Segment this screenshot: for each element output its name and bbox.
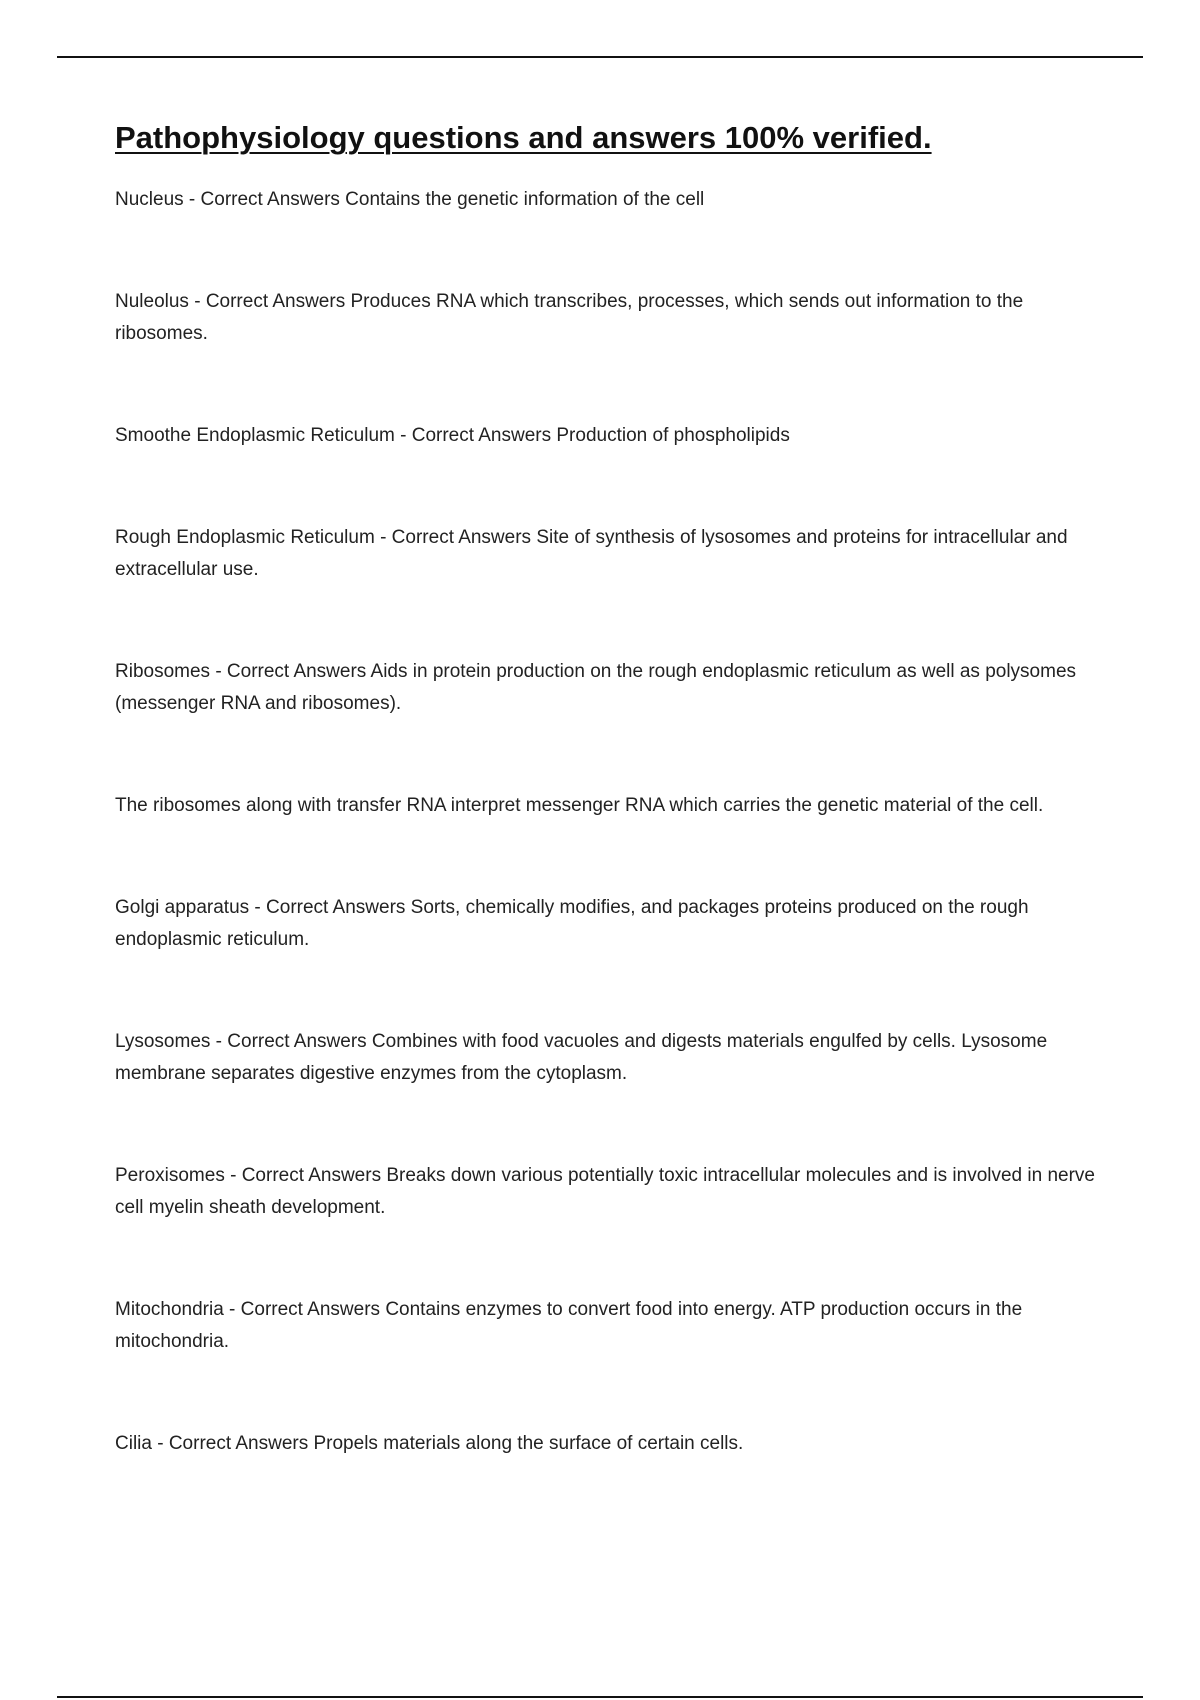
entry-ribosomes: Ribosomes - Correct Answers Aids in protein production on the rough endoplasmic reticulum as well as polysomes (messenger RNA and ribosomes). <box>115 661 1077 714</box>
entry-nucleolus: Nuleolus - Correct Answers Produces RNA which transcribes, processes, which sends out information to the ribosomes. <box>115 291 1024 344</box>
entry-nucleus: Nucleus - Correct Answers Contains the genetic information of the cell <box>115 189 705 210</box>
page-title: Pathophysiology questions and answers 100% verified. <box>115 120 932 155</box>
document-body <box>115 112 1115 1530</box>
entry-lysosomes: Lysosomes - Correct Answers Combines with food vacuoles and digests materials engulfed by cells. Lysosome membrane separates digestive enzymes from the cytoplasm. <box>115 1031 1048 1084</box>
entry-cilia: Cilia - Correct Answers Propels materials along the surface of certain cells. <box>115 1433 744 1454</box>
entry-ribosomes-trna: The ribosomes along with transfer RNA interpret messenger RNA which carries the genetic material of the cell. <box>115 795 1044 816</box>
entry-peroxisomes: Peroxisomes - Correct Answers Breaks down various potentially toxic intracellular molecules and is involved in nerve cell myelin sheath development. <box>115 1165 1095 1218</box>
entry-mitochondria: Mitochondria - Correct Answers Contains enzymes to convert food into energy. ATP production occurs in the mitochondria. <box>115 1299 1023 1352</box>
footer-rule <box>57 1696 1143 1698</box>
header-rule <box>57 56 1143 58</box>
entry-smooth-er: Smoothe Endoplasmic Reticulum - Correct Answers Production of phospholipids <box>115 425 790 446</box>
entry-golgi: Golgi apparatus - Correct Answers Sorts, chemically modifies, and packages proteins produced on the rough endoplasmic reticulum. <box>115 897 1029 950</box>
entry-rough-er: Rough Endoplasmic Reticulum - Correct Answers Site of synthesis of lysosomes and proteins for intracellular and extracellular use. <box>115 527 1068 580</box>
